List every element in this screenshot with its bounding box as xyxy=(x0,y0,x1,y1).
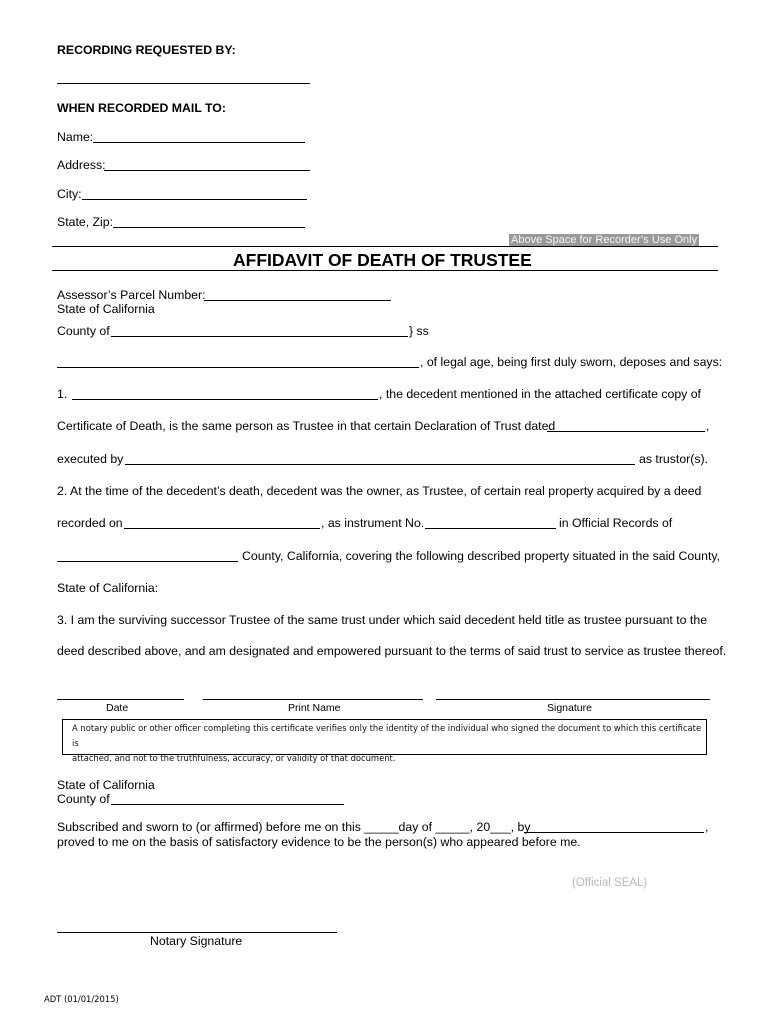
paragraph-3-text-b: deed described above, and am designated and empowered pursuant to the terms of said trust to service as trustee thereof. xyxy=(57,644,727,658)
title-bottom-rule xyxy=(52,270,718,271)
notary-state: State of California xyxy=(57,778,155,792)
paragraph-1-number: 1. xyxy=(57,387,68,401)
official-seal-placeholder: (Official SEAL) xyxy=(572,877,648,889)
executed-by-label: executed by xyxy=(57,452,124,466)
subscribed-comma: , xyxy=(705,820,709,834)
trust-date-field[interactable] xyxy=(547,431,705,432)
notary-signature-line[interactable] xyxy=(57,932,337,933)
notice-line-1: A notary public or other officer completing this certificate verifies only the identity of the individual who signed the document to which this certificate is xyxy=(72,723,702,748)
date-label: Date xyxy=(106,702,129,714)
proved-text: proved to me on the basis of satisfactory evidence to be the person(s) who appeared before me. xyxy=(57,835,581,849)
print-name-line[interactable] xyxy=(203,699,423,700)
signature-label: Signature xyxy=(547,702,592,714)
paragraph-1-text-a: , the decedent mentioned in the attached certificate copy of xyxy=(379,387,701,401)
recorded-on-label: recorded on xyxy=(57,516,123,530)
records-county-field[interactable] xyxy=(57,561,238,562)
recorded-on-field[interactable] xyxy=(124,528,320,529)
form-code: ADT (01/01/2015) xyxy=(44,994,119,1004)
paragraph-2-text-c: County, California, covering the following described property situated in the said County, xyxy=(242,549,721,563)
trust-date-comma: , xyxy=(706,419,710,433)
notary-county-field[interactable] xyxy=(111,804,344,805)
county-label: County of xyxy=(57,324,110,338)
city-label: City: xyxy=(57,187,82,201)
county-field[interactable] xyxy=(111,336,408,337)
subscribed-by-field[interactable] xyxy=(524,832,704,833)
recorder-use-note: Above Space for Recorder’s Use Only xyxy=(511,234,698,246)
notice-line-2: attached, and not to the truthfulness, accuracy, or validity of that document. xyxy=(72,753,396,763)
state-of-california: State of California xyxy=(57,302,155,316)
title-top-rule xyxy=(52,246,718,247)
paragraph-2-text-d: State of California: xyxy=(57,581,159,595)
apn-field[interactable] xyxy=(204,300,391,301)
notary-county-label: County of xyxy=(57,792,110,806)
sworn-text: , of legal age, being first duly sworn, deposes and says: xyxy=(420,355,723,369)
apn-label: Assessor’s Parcel Number: xyxy=(57,288,206,302)
decedent-name-field[interactable] xyxy=(72,399,378,400)
when-recorded-mail-to-label: WHEN RECORDED MAIL TO: xyxy=(57,101,226,115)
print-name-label: Print Name xyxy=(288,702,341,714)
instrument-label: , as instrument No. xyxy=(321,516,425,530)
notary-notice-box xyxy=(62,719,707,763)
state-zip-field[interactable] xyxy=(113,227,305,228)
recording-requested-by-line[interactable] xyxy=(57,83,310,84)
subscribed-text: Subscribed and sworn to (or affirmed) before me on this _____day of _____, 20___, by xyxy=(57,820,531,834)
date-line[interactable] xyxy=(57,699,184,700)
state-zip-label: State, Zip: xyxy=(57,215,114,229)
signature-line[interactable] xyxy=(436,699,710,700)
notary-signature-label: Notary Signature xyxy=(150,934,243,948)
affiant-name-field[interactable] xyxy=(57,367,419,368)
name-field[interactable] xyxy=(93,142,305,143)
paragraph-1-text-b: Certificate of Death, is the same person as Trustee in that certain Declaration of Trust dated xyxy=(57,419,556,433)
name-label: Name: xyxy=(57,130,94,144)
county-ss: } ss xyxy=(409,324,429,338)
address-label: Address: xyxy=(57,158,106,172)
trustor-field[interactable] xyxy=(125,464,635,465)
page-title: AFFIDAVIT OF DEATH OF TRUSTEE xyxy=(233,250,532,270)
instrument-field[interactable] xyxy=(425,528,556,529)
address-field[interactable] xyxy=(104,170,310,171)
official-records-label: in Official Records of xyxy=(559,516,673,530)
recording-requested-by-label: RECORDING REQUESTED BY: xyxy=(57,43,236,57)
trustor-suffix: as trustor(s). xyxy=(639,452,709,466)
city-field[interactable] xyxy=(82,199,307,200)
paragraph-2-text-a: 2. At the time of the decedent’s death, decedent was the owner, as Trustee, of certain real property acquired by a deed xyxy=(57,484,702,498)
paragraph-3-text-a: 3. I am the surviving successor Trustee of the same trust under which said decedent held title as trustee pursuant to the xyxy=(57,613,708,627)
